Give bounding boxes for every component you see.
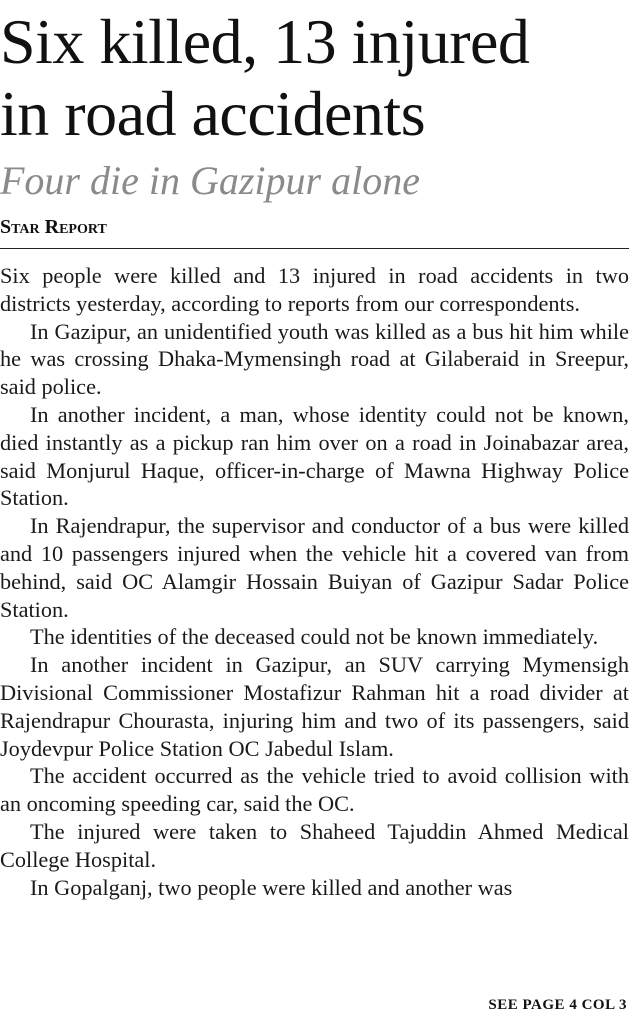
body-paragraph: In Gazipur, an unidentified youth was killed as a bus hit him while he was crossing Dhaka-Mymensingh road at Gilaberaid in Sreepur, said police. (0, 318, 629, 400)
headline-line-2: in road accidents (0, 78, 426, 149)
body-paragraph: In another incident in Gazipur, an SUV carrying Mymensigh Divisional Commissioner Mostafizur Rahman hit a road divider at Rajendrapur Chourasta, injuring him and two of its passengers, said Joydevpur Police Station OC Jabedul Islam. (0, 652, 629, 761)
body-paragraph: In another incident, a man, whose identity could not be known, died instantly as a pickup ran him over on a road in Joinabazar area, said Monjurul Haque, officer-in-charge of Mawna Highway Police Station. (0, 401, 629, 511)
body-paragraph: Six people were killed and 13 injured in road accidents in two districts yesterday, according to reports from our correspondents. (0, 263, 629, 316)
byline: Star Report (0, 216, 107, 238)
headline-line-1: Six killed, 13 injured (0, 6, 530, 77)
body-paragraph: In Gopalganj, two people were killed and another was (30, 874, 513, 900)
article-body (0, 262, 629, 901)
body-paragraph: The identities of the deceased could not be known immediately. (30, 624, 599, 650)
subheadline: Four die in Gazipur alone (0, 158, 420, 203)
headline (0, 6, 629, 150)
continuation-jump-line: SEE PAGE 4 COL 3 (488, 997, 627, 1013)
body-paragraph: The injured were taken to Shaheed Tajuddin Ahmed Medical College Hospital. (0, 818, 629, 872)
body-paragraph: In Rajendrapur, the supervisor and conductor of a bus were killed and 10 passengers injured when the vehicle hit a covered van from behind, said OC Alamgir Hossain Buiyan of Gazipur Sadar Police Station. (0, 513, 629, 622)
byline-divider (0, 248, 629, 249)
body-paragraph: The accident occurred as the vehicle tried to avoid collision with an oncoming speeding car, said the OC. (0, 763, 629, 817)
